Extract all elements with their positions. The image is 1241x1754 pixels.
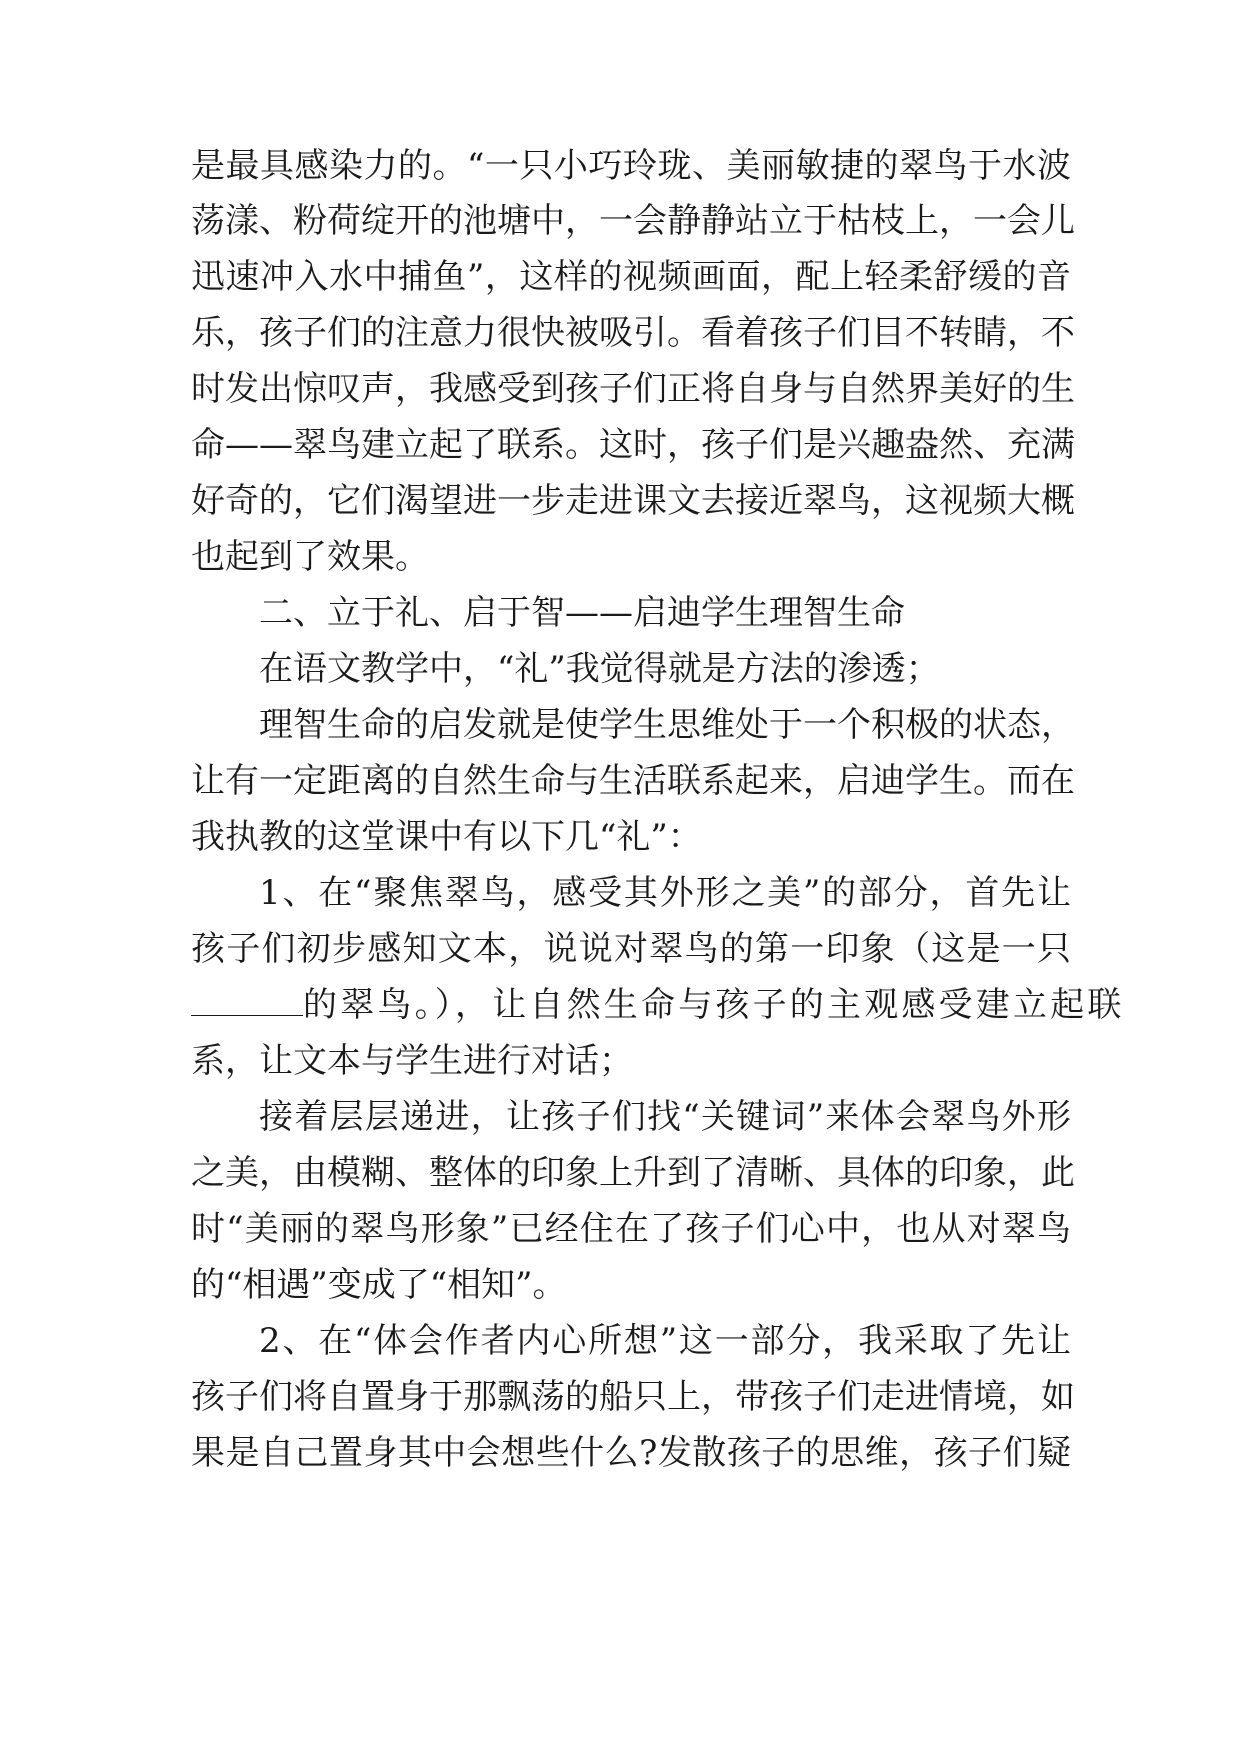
text-line: 的翠鸟。），让自然生命与孩子的主观感受建立起联 (303, 985, 1125, 1025)
text-line: 乐，孩子们的注意力很快被吸引。看着孩子们目不转睛，不 (191, 313, 1075, 353)
text-line: 时“美丽的翠鸟形象”已经住在了孩子们心中，也从对翠鸟 (191, 1209, 1071, 1249)
text-line: 在语文教学中，“礼”我觉得就是方法的渗透； (259, 649, 940, 689)
text-line: 接着层层递进，让孩子们找“关键词”来体会翠鸟外形 (259, 1097, 1071, 1137)
section-heading: 二、立于礼、启于智——启迪学生理智生命 (259, 593, 905, 633)
text-line: 1、在“聚焦翠鸟，感受其外形之美”的部分，首先让 (259, 873, 1071, 913)
text-line: 果是自己置身其中会想些什么?发散孩子的思维，孩子们疑 (191, 1433, 1071, 1473)
text-line: 荡漾、粉荷绽开的池塘中，一会静静站立于枯枝上，一会儿 (191, 201, 1075, 241)
text-line: 孩子们将自置身于那飘荡的船只上，带孩子们走进情境，如 (191, 1377, 1075, 1417)
text-line: 也起到了效果。 (191, 537, 429, 577)
text-line: 命——翠鸟建立起了联系。这时，孩子们是兴趣盎然、充满 (191, 425, 1075, 465)
text-line: 让有一定距离的自然生命与生活联系起来，启迪学生。而在 (191, 761, 1075, 801)
text-line: 我执教的这堂课中有以下几“礼”： (191, 817, 702, 857)
text-line: 是最具感染力的。“一只小巧玲珑、美丽敏捷的翠鸟于水波 (191, 146, 1071, 186)
text-line: 迅速冲入水中捕鱼”，这样的视频画面，配上轻柔舒缓的音 (191, 257, 1071, 297)
text-line: 好奇的，它们渴望进一步走进课文去接近翠鸟，这视频大概 (191, 481, 1075, 521)
text-line: 时发出惊叹声，我感受到孩子们正将自身与自然界美好的生 (191, 369, 1075, 409)
text-line-with-blank (191, 980, 1125, 1030)
fill-in-blank (191, 981, 303, 1016)
text-line: 的“相遇”变成了“相知”。 (191, 1265, 567, 1305)
text-line: 理智生命的启发就是使学生思维处于一个积极的状态， (259, 705, 1075, 745)
text-line: 2、在“体会作者内心所想”这一部分，我采取了先让 (259, 1321, 1071, 1361)
text-line: 系，让文本与学生进行对话； (191, 1041, 633, 1081)
text-line: 之美，由模糊、整体的印象上升到了清晰、具体的印象，此 (191, 1153, 1075, 1193)
text-line: 孩子们初步感知文本，说说对翠鸟的第一印象（这是一只 (191, 929, 1071, 969)
